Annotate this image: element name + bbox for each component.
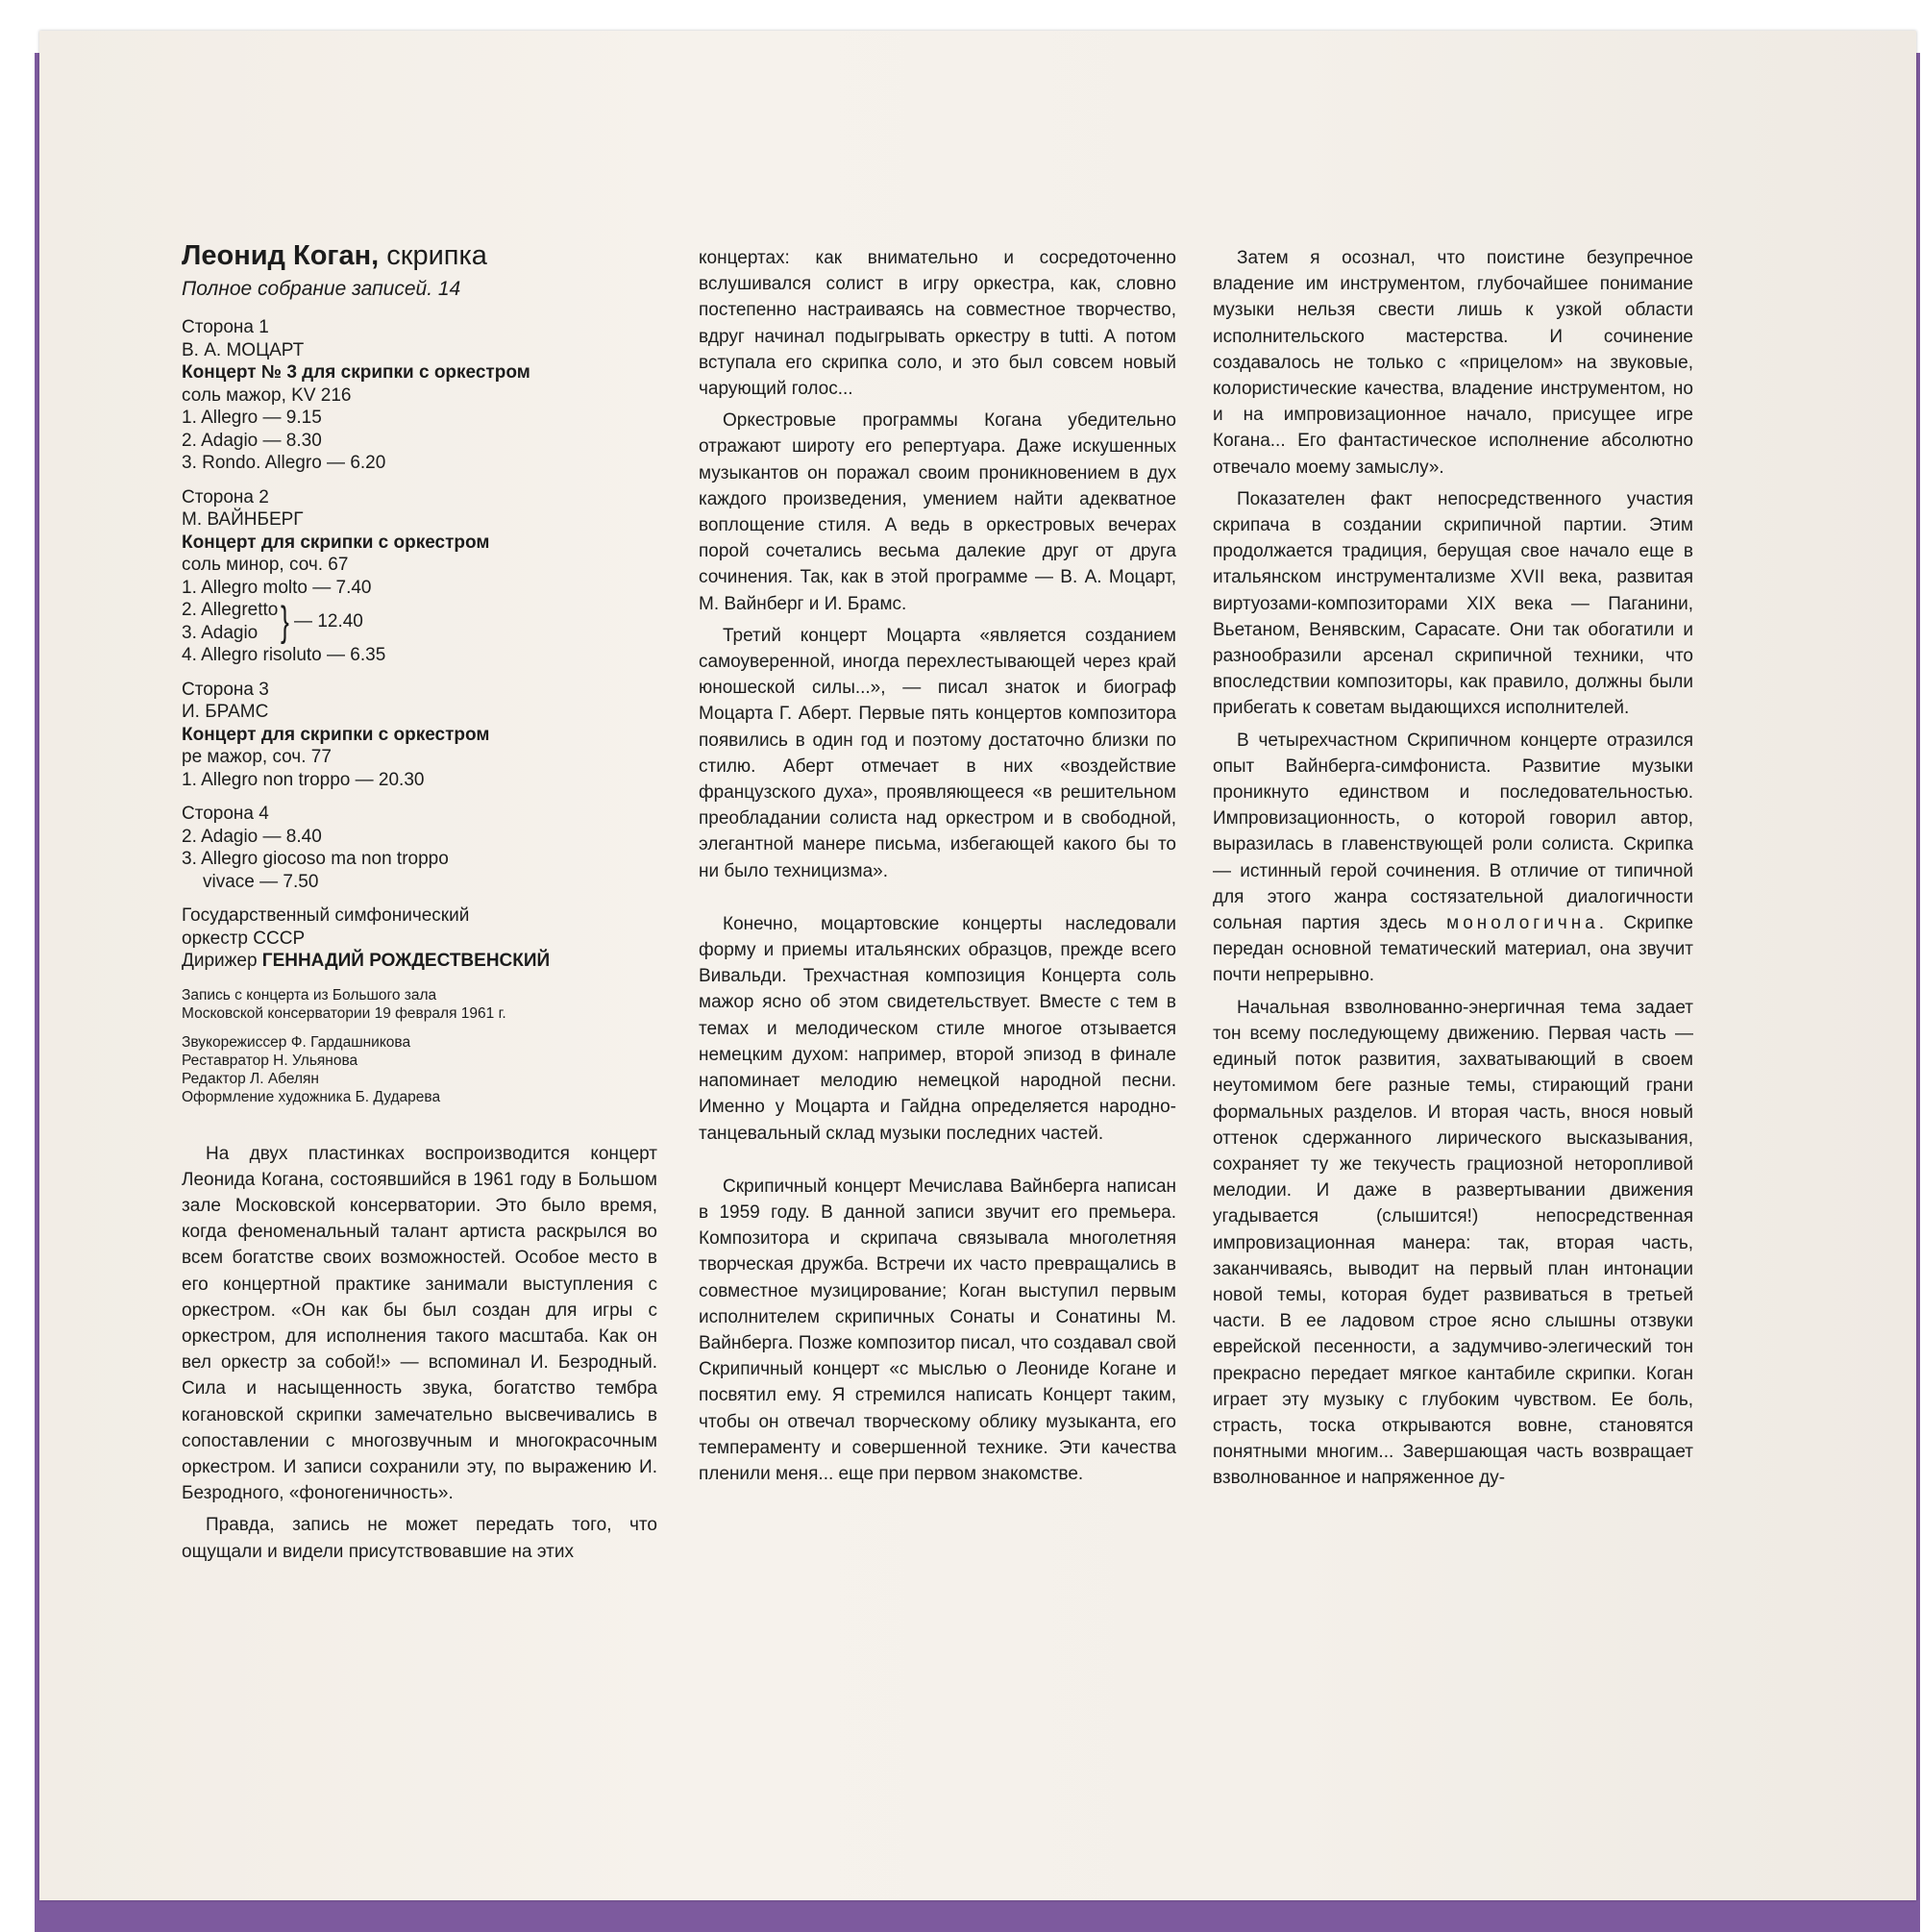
track: vivace — 7.50 (203, 871, 319, 892)
staff-credits: Звукорежиссер Ф. Гардашникова Реставратор Н. Ульянова Редактор Л. Абелян Оформление художника Б. Дударева (182, 1033, 441, 1105)
artist-name: Леонид Коган, (182, 240, 380, 271)
series-title: Полное собрание записей. 14 (182, 278, 461, 300)
track: 2. Adagio — 8.30 (182, 430, 322, 451)
composer: И. БРАМС (182, 702, 269, 722)
work-key: ре мажор, соч. 77 (182, 747, 332, 767)
orchestra: оркестр СССР (182, 928, 306, 949)
conductor: Дирижер ГЕННАДИЙ РОЖДЕСТВЕНСКИЙ (182, 951, 551, 971)
track: 2. Adagio — 8.40 (182, 826, 322, 847)
orchestra: Государственный симфонический (182, 905, 470, 926)
liner-paragraph: Затем я осознал, что поистине безупречное владение им инструментом, глубочайшее понимание музыки нельзя свести лишь к узкой области исполнительского мастерства. И сочинение создавалось не только с «прицелом» на звуковые, колористические качества, владение инструментом, но и на импровизационное начало, присущее игре Когана... Его фантастическое исполнение абсолютно отвечало моему замыслу». (1213, 248, 1693, 478)
liner-paragraph: Скрипичный концерт Мечислава Вайнберга написан в 1959 году. В данной записи звучит его премьера. Композитора и скрипача связывала многолетняя творческая дружба. Встречи их часто превращались в совместное музицирование; Коган выступил первым исполнителем скрипичных Сонаты и Сонатины М. Вайнберга. Позже композитор писал, что создавал свой Скрипичный концерт «с мыслью о Леониде Когане и посвятил ему. Я стремился написать Концерт таким, чтобы он отвечал творческому облику музыканта, его темпераменту и совершенной технике. Эти качества пленили меня... еще при первом знакомстве. (699, 1176, 1176, 1484)
track-group-brace (182, 599, 657, 644)
liner-paragraph: В четырехчастном Скрипичном концерте отразился опыт Вайнберга-симфониста. Развитие музыки проникнуто единством и последовательностью. Импровизационность, о которой говорил автор, выразилась в главенствующей роли солиста. Скрипка — истинный герой сочинения. В отличие от типичной для этого жанра состязательной диалогичности сольная партия здесь монологична. Скрипке передан основной тематический материал, она звучит почти непрерывно. (1213, 730, 1693, 986)
side-1 (182, 316, 657, 475)
liner-paragraph: Правда, запись не может передать того, что ощущали и видели присутствовавшие на этих (182, 1515, 657, 1562)
work-key: соль мажор, KV 216 (182, 384, 352, 406)
track: 1. Allegro non troppo — 20.30 (182, 769, 425, 790)
track: 1. Allegro — 9.15 (182, 408, 322, 428)
brace-mark: } (281, 597, 290, 645)
track: 2. Allegretto (182, 600, 279, 620)
side-label: Сторона 2 (182, 486, 269, 508)
side-4 (182, 803, 657, 893)
side-2 (182, 486, 657, 667)
work-title: Концерт для скрипки с оркестром (182, 532, 490, 553)
side-label: Сторона 4 (182, 804, 269, 824)
track: 3. Allegro giocoso ma non troppo (182, 849, 449, 869)
track: 3. Rondo. Allegro — 6.20 (182, 453, 386, 473)
liner-paragraph: Оркестровые программы Когана убедительно отражают широту его репертуара. Даже искушенных музыкантов он поражал своим проникновением в дух каждого произведения, умением найти адекватное воплощение стиля. А ведь в оркестровых вечерах порой сочетались весьма далекие друг от друга сочинения. Так, как в этой программе — В. А. Моцарт, М. Вайнберг и И. Брамс. (699, 410, 1176, 614)
liner-paragraph: Начальная взволнованно-энергичная тема задает тон всему последующему движению. Первая часть — единый поток развития, захватывающий в своем неутомимом беге разные темы, стирающий грани формальных разделов. И вторая часть, внося новый оттенок сдержанного лирического высказывания, сохраняет ту же текучесть грациозной неторопливой мелодии. И даже в развертывании движения угадывается (слышится!) непосредственная импровизационная манера: так, вторая часть, заканчиваясь, выводит на первый план интонации новой темы, которая будет развиваться в третьей части. В ее ладовом строе ясно слышны отзвуки еврейской песенности, а задумчиво-элегический тон прекрасно передает мягкое кантабиле скрипки. Коган играет эту музыку с глубоким чувством. Ее боль, страсть, тоска открываются вовне, становятся понятными многим... Завершающая часть возвращает взволнованное и напряженное ду- (1213, 997, 1693, 1489)
recording-info: Запись с концерта из Большого зала Московской консерватории 19 февраля 1961 г. (182, 986, 506, 1022)
liner-paragraph: Показателен факт непосредственного участия скрипача в создании скрипичной партии. Этим продолжается традиция, берущая свое начало еще в итальянском инструментализме XVII века, развитая виртуозами-композиторами XIX века — Паганини, Вьетаном, Венявским, Сарасате. Они так обогатили и разнообразили арсенал скрипичной техники, что впоследствии композиторы, как правило, должны были прибегать к советам выдающихся исполнителей. (1213, 488, 1693, 719)
work-title: Концерт для скрипки с оркестром (182, 724, 490, 745)
track-group-time: — 12.40 (294, 610, 363, 632)
performers (182, 904, 657, 973)
side-3 (182, 679, 657, 792)
track: 4. Allegro risoluto — 6.35 (182, 645, 386, 665)
column-1 (182, 240, 657, 1565)
composer: В. А. МОЦАРТ (182, 339, 305, 360)
spaced-emphasis: монологична (1446, 913, 1599, 934)
conductor-name: ГЕННАДИЙ РОЖДЕСТВЕНСКИЙ (261, 951, 551, 971)
liner-paragraph: Третий концерт Моцарта «является созданием самоуверенной, иногда перехлестывающей через край юношеской силы...», — писал знаток и биограф Моцарта Г. Аберт. Первые пять концертов композитора появились в один год и поэтому достаточно близки по стилю. Аберт отмечает в них «воздействие французского духа», проявляющееся «в решительном преобладании солиста над оркестром и в свободной, элегантной манере письма, избегающей какого бы то ни было техницизма». (699, 625, 1176, 881)
column-2 (699, 245, 1176, 1487)
artist-instrument: скрипка (379, 240, 487, 271)
track: 3. Adagio (182, 622, 259, 643)
side-label: Сторона 3 (182, 679, 269, 700)
work-title: Концерт № 3 для скрипки с оркестром (182, 362, 530, 383)
artist-heading (182, 240, 657, 272)
liner-paragraph: концертах: как внимательно и сосредоточенно вслушивался солист в игру оркестра, как, словно постепенно настраиваясь на совместное творчество, вдруг начинал подыгрывать оркестру в tutti. А потом вступала его скрипка соло, и это был совсем новый чарующий голос... (699, 248, 1176, 400)
composer: М. ВАЙНБЕРГ (182, 509, 304, 530)
liner-paragraph: На двух пластинках воспроизводится концерт Леонида Когана, состоявшийся в 1961 году в Большом зале Московской консерватории. Это было время, когда феноменальный талант артиста раскрылся во всем богатстве своих возможностей. Особое место в его концертной практике занимали выступления с оркестром. «Он как бы был создан для игры с оркестром, для исполнения такого масштаба. Как он вел оркестр за собой!» — вспоминал И. Безродный. Сила и насыщенность звука, богатство тембра когановской скрипки замечательно высвечивались в сопоставлении с многозвучным и многокрасочным оркестром. И записи сохранили эту, по выражению И. Безродного, «фоногеничность». (182, 1143, 657, 1504)
column-3 (1213, 245, 1693, 1492)
track: 1. Allegro molto — 7.40 (182, 577, 372, 598)
liner-paragraph: Конечно, моцартовские концерты наследовали форму и приемы итальянских образцов, прежде всего Вивальди. Трехчастная композиция Концерта соль мажор ясно об этом свидетельствует. Вместе с тем в темах и мелодическом стиле многое отзывается немецким духом: например, второй эпизод в финале напоминает мелодию немецкой народной песни. Именно у Моцарта и Гайдна определяется народно-танцевальный склад музыки последних частей. (699, 913, 1176, 1144)
side-label: Сторона 1 (182, 317, 269, 337)
work-key: соль минор, соч. 67 (182, 555, 349, 575)
